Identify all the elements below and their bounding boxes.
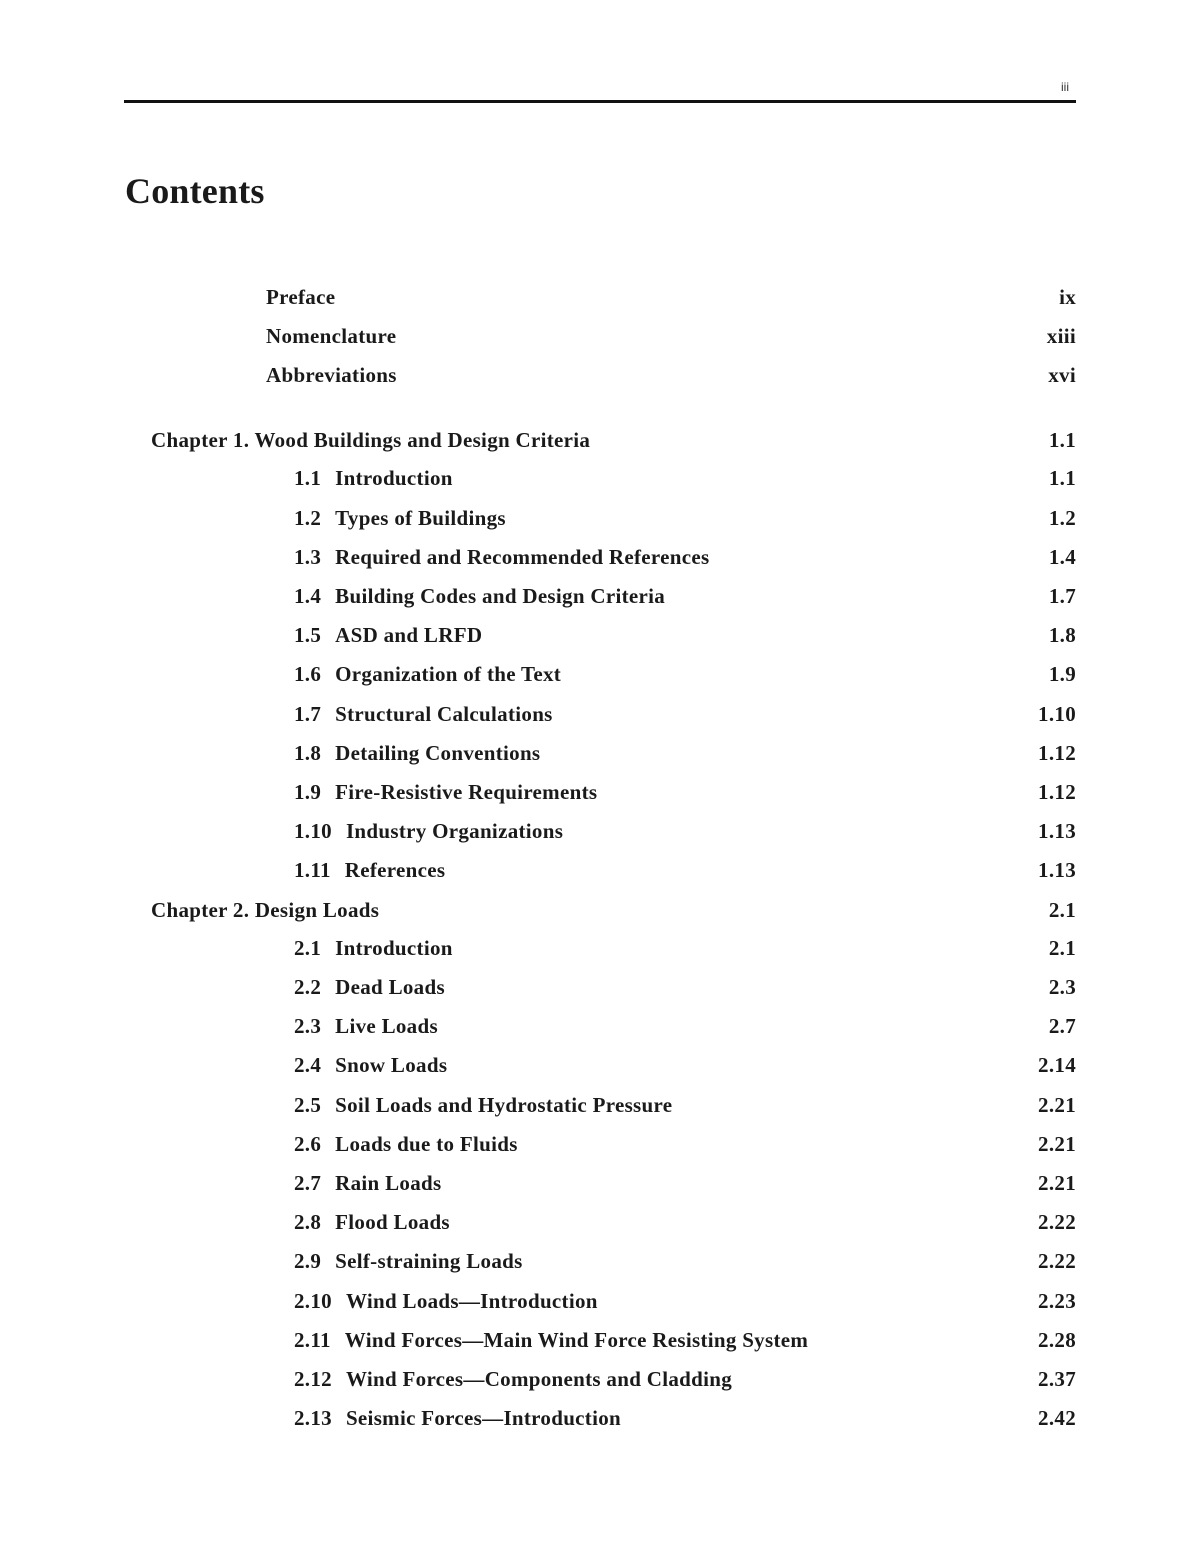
toc-section-number: 2.2 [294, 975, 322, 999]
toc-section-label: Snow Loads [335, 1053, 448, 1077]
toc-section-page: 2.3 [1048, 975, 1076, 999]
toc-section-label: Rain Loads [335, 1171, 442, 1195]
toc-section-label: Structural Calculations [335, 702, 553, 726]
toc-section-page: 1.2 [1048, 506, 1076, 530]
toc-section[interactable] [294, 659, 1076, 689]
toc-section-number: 1.3 [294, 545, 322, 569]
toc-section[interactable] [294, 933, 1076, 963]
toc-section-number: 1.11 [294, 858, 331, 882]
toc-section-page: 1.8 [1048, 623, 1076, 647]
toc-section-page: 2.28 [1038, 1328, 1076, 1352]
toc-section-page: 2.22 [1038, 1249, 1076, 1273]
toc-section[interactable] [294, 1286, 1076, 1316]
toc-section[interactable] [294, 1129, 1076, 1159]
toc-section-page: 1.9 [1048, 662, 1076, 686]
toc-chapter-2[interactable] [151, 895, 1076, 925]
toc-section-page: 1.7 [1048, 584, 1076, 608]
toc-section-label: Organization of the Text [335, 662, 562, 686]
toc-section[interactable] [294, 699, 1076, 729]
toc-section-page: 1.12 [1038, 780, 1076, 804]
toc-section-label: Introduction [335, 936, 453, 960]
toc-section-number: 2.9 [294, 1249, 322, 1273]
toc-section-label: Dead Loads [335, 975, 445, 999]
toc-section-page: 2.37 [1038, 1367, 1076, 1391]
toc-entry-page: xvi [1048, 363, 1076, 387]
toc-section[interactable] [294, 1090, 1076, 1120]
toc-section-number: 1.1 [294, 466, 322, 490]
toc-section[interactable] [294, 972, 1076, 1002]
toc-section-number: 2.8 [294, 1210, 322, 1234]
page-title: Contents [125, 171, 265, 211]
toc-entry-page: xiii [1046, 324, 1076, 348]
toc-section-label: Wind Loads—Introduction [345, 1289, 598, 1313]
toc-section-number: 2.7 [294, 1171, 322, 1195]
toc-section-label: Types of Buildings [335, 506, 506, 530]
toc-section-number: 1.5 [294, 623, 322, 647]
toc-section[interactable] [294, 816, 1076, 846]
toc-section[interactable] [294, 1325, 1076, 1355]
toc-section-label: Wind Forces—Main Wind Force Resisting System [344, 1328, 809, 1352]
toc-section-page: 2.22 [1038, 1210, 1076, 1234]
toc-section-page: 2.21 [1038, 1132, 1076, 1156]
toc-section-label: Fire-Resistive Requirements [335, 780, 598, 804]
toc-section[interactable] [294, 1011, 1076, 1041]
toc-chapter-1[interactable] [151, 425, 1076, 455]
toc-section-page: 2.1 [1048, 936, 1076, 960]
toc-section[interactable] [294, 463, 1076, 493]
toc-section-number: 2.12 [294, 1367, 332, 1391]
toc-entry-label: Preface [266, 285, 336, 309]
toc-section-label: Seismic Forces—Introduction [345, 1406, 622, 1430]
toc-section[interactable] [294, 1207, 1076, 1237]
toc-section-label: Detailing Conventions [335, 741, 541, 765]
toc-section-page: 2.14 [1038, 1053, 1076, 1077]
toc-section-page: 1.1 [1048, 466, 1076, 490]
toc-section[interactable] [294, 1364, 1076, 1394]
toc-entry-label: Nomenclature [266, 324, 397, 348]
toc-section-number: 2.5 [294, 1093, 322, 1117]
toc-section[interactable] [294, 777, 1076, 807]
toc-section-number: 1.7 [294, 702, 322, 726]
toc-section-label: Self-straining Loads [335, 1249, 523, 1273]
toc-section-number: 2.11 [294, 1328, 331, 1352]
toc-section-number: 1.8 [294, 741, 322, 765]
toc-entry-page: ix [1059, 285, 1076, 309]
toc-section-label: Soil Loads and Hydrostatic Pressure [335, 1093, 673, 1117]
toc-section-number: 1.10 [294, 819, 332, 843]
toc-section-page: 1.13 [1038, 819, 1076, 843]
toc-section-number: 1.4 [294, 584, 322, 608]
toc-section-label: Flood Loads [335, 1210, 450, 1234]
toc-section[interactable] [294, 1168, 1076, 1198]
toc-section-number: 2.10 [294, 1289, 332, 1313]
toc-section-label: Industry Organizations [345, 819, 564, 843]
toc-section-number: 1.9 [294, 780, 322, 804]
toc-section[interactable] [294, 1403, 1076, 1433]
toc-entry-preface[interactable] [266, 282, 1076, 312]
toc-section[interactable] [294, 503, 1076, 533]
toc-section[interactable] [294, 855, 1076, 885]
toc-section-label: Introduction [335, 466, 453, 490]
toc-section-page: 2.23 [1038, 1289, 1076, 1313]
toc-section-page: 2.7 [1048, 1014, 1076, 1038]
toc-entry-abbreviations[interactable] [266, 360, 1076, 390]
toc-section-label: Live Loads [335, 1014, 438, 1038]
toc-section[interactable] [294, 542, 1076, 572]
header-rule [124, 100, 1076, 103]
toc-section-label: ASD and LRFD [335, 623, 483, 647]
toc-chapter-label: Chapter 2. Design Loads [151, 898, 380, 922]
toc-section-page: 2.21 [1038, 1171, 1076, 1195]
toc-section-page: 1.4 [1048, 545, 1076, 569]
toc-section-page: 2.42 [1038, 1406, 1076, 1430]
toc-section-label: Loads due to Fluids [335, 1132, 518, 1156]
toc-section-number: 2.4 [294, 1053, 322, 1077]
toc-section[interactable] [294, 1050, 1076, 1080]
toc-section-number: 2.3 [294, 1014, 322, 1038]
toc-section-page: 1.12 [1038, 741, 1076, 765]
toc-chapter-page: 1.1 [1048, 428, 1076, 452]
toc-section[interactable] [294, 581, 1076, 611]
toc-entry-nomenclature[interactable] [266, 321, 1076, 351]
toc-section[interactable] [294, 620, 1076, 650]
toc-section-label: Building Codes and Design Criteria [335, 584, 666, 608]
toc-entry-label: Abbreviations [266, 363, 397, 387]
toc-chapter-page: 2.1 [1048, 898, 1076, 922]
toc-section-page: 1.10 [1038, 702, 1076, 726]
toc-section[interactable] [294, 1246, 1076, 1276]
page-number: iii [1061, 80, 1069, 94]
toc-section-label: Wind Forces—Components and Cladding [345, 1367, 733, 1391]
toc-section[interactable] [294, 738, 1076, 768]
toc-section-number: 1.6 [294, 662, 322, 686]
toc-section-number: 2.1 [294, 936, 322, 960]
toc-section-label: Required and Recommended References [335, 545, 710, 569]
toc-section-number: 2.13 [294, 1406, 332, 1430]
toc-section-number: 1.2 [294, 506, 322, 530]
toc-section-page: 1.13 [1038, 858, 1076, 882]
toc-section-page: 2.21 [1038, 1093, 1076, 1117]
toc-section-number: 2.6 [294, 1132, 322, 1156]
toc-chapter-label: Chapter 1. Wood Buildings and Design Criteria [151, 428, 591, 452]
toc-section-label: References [344, 858, 446, 882]
